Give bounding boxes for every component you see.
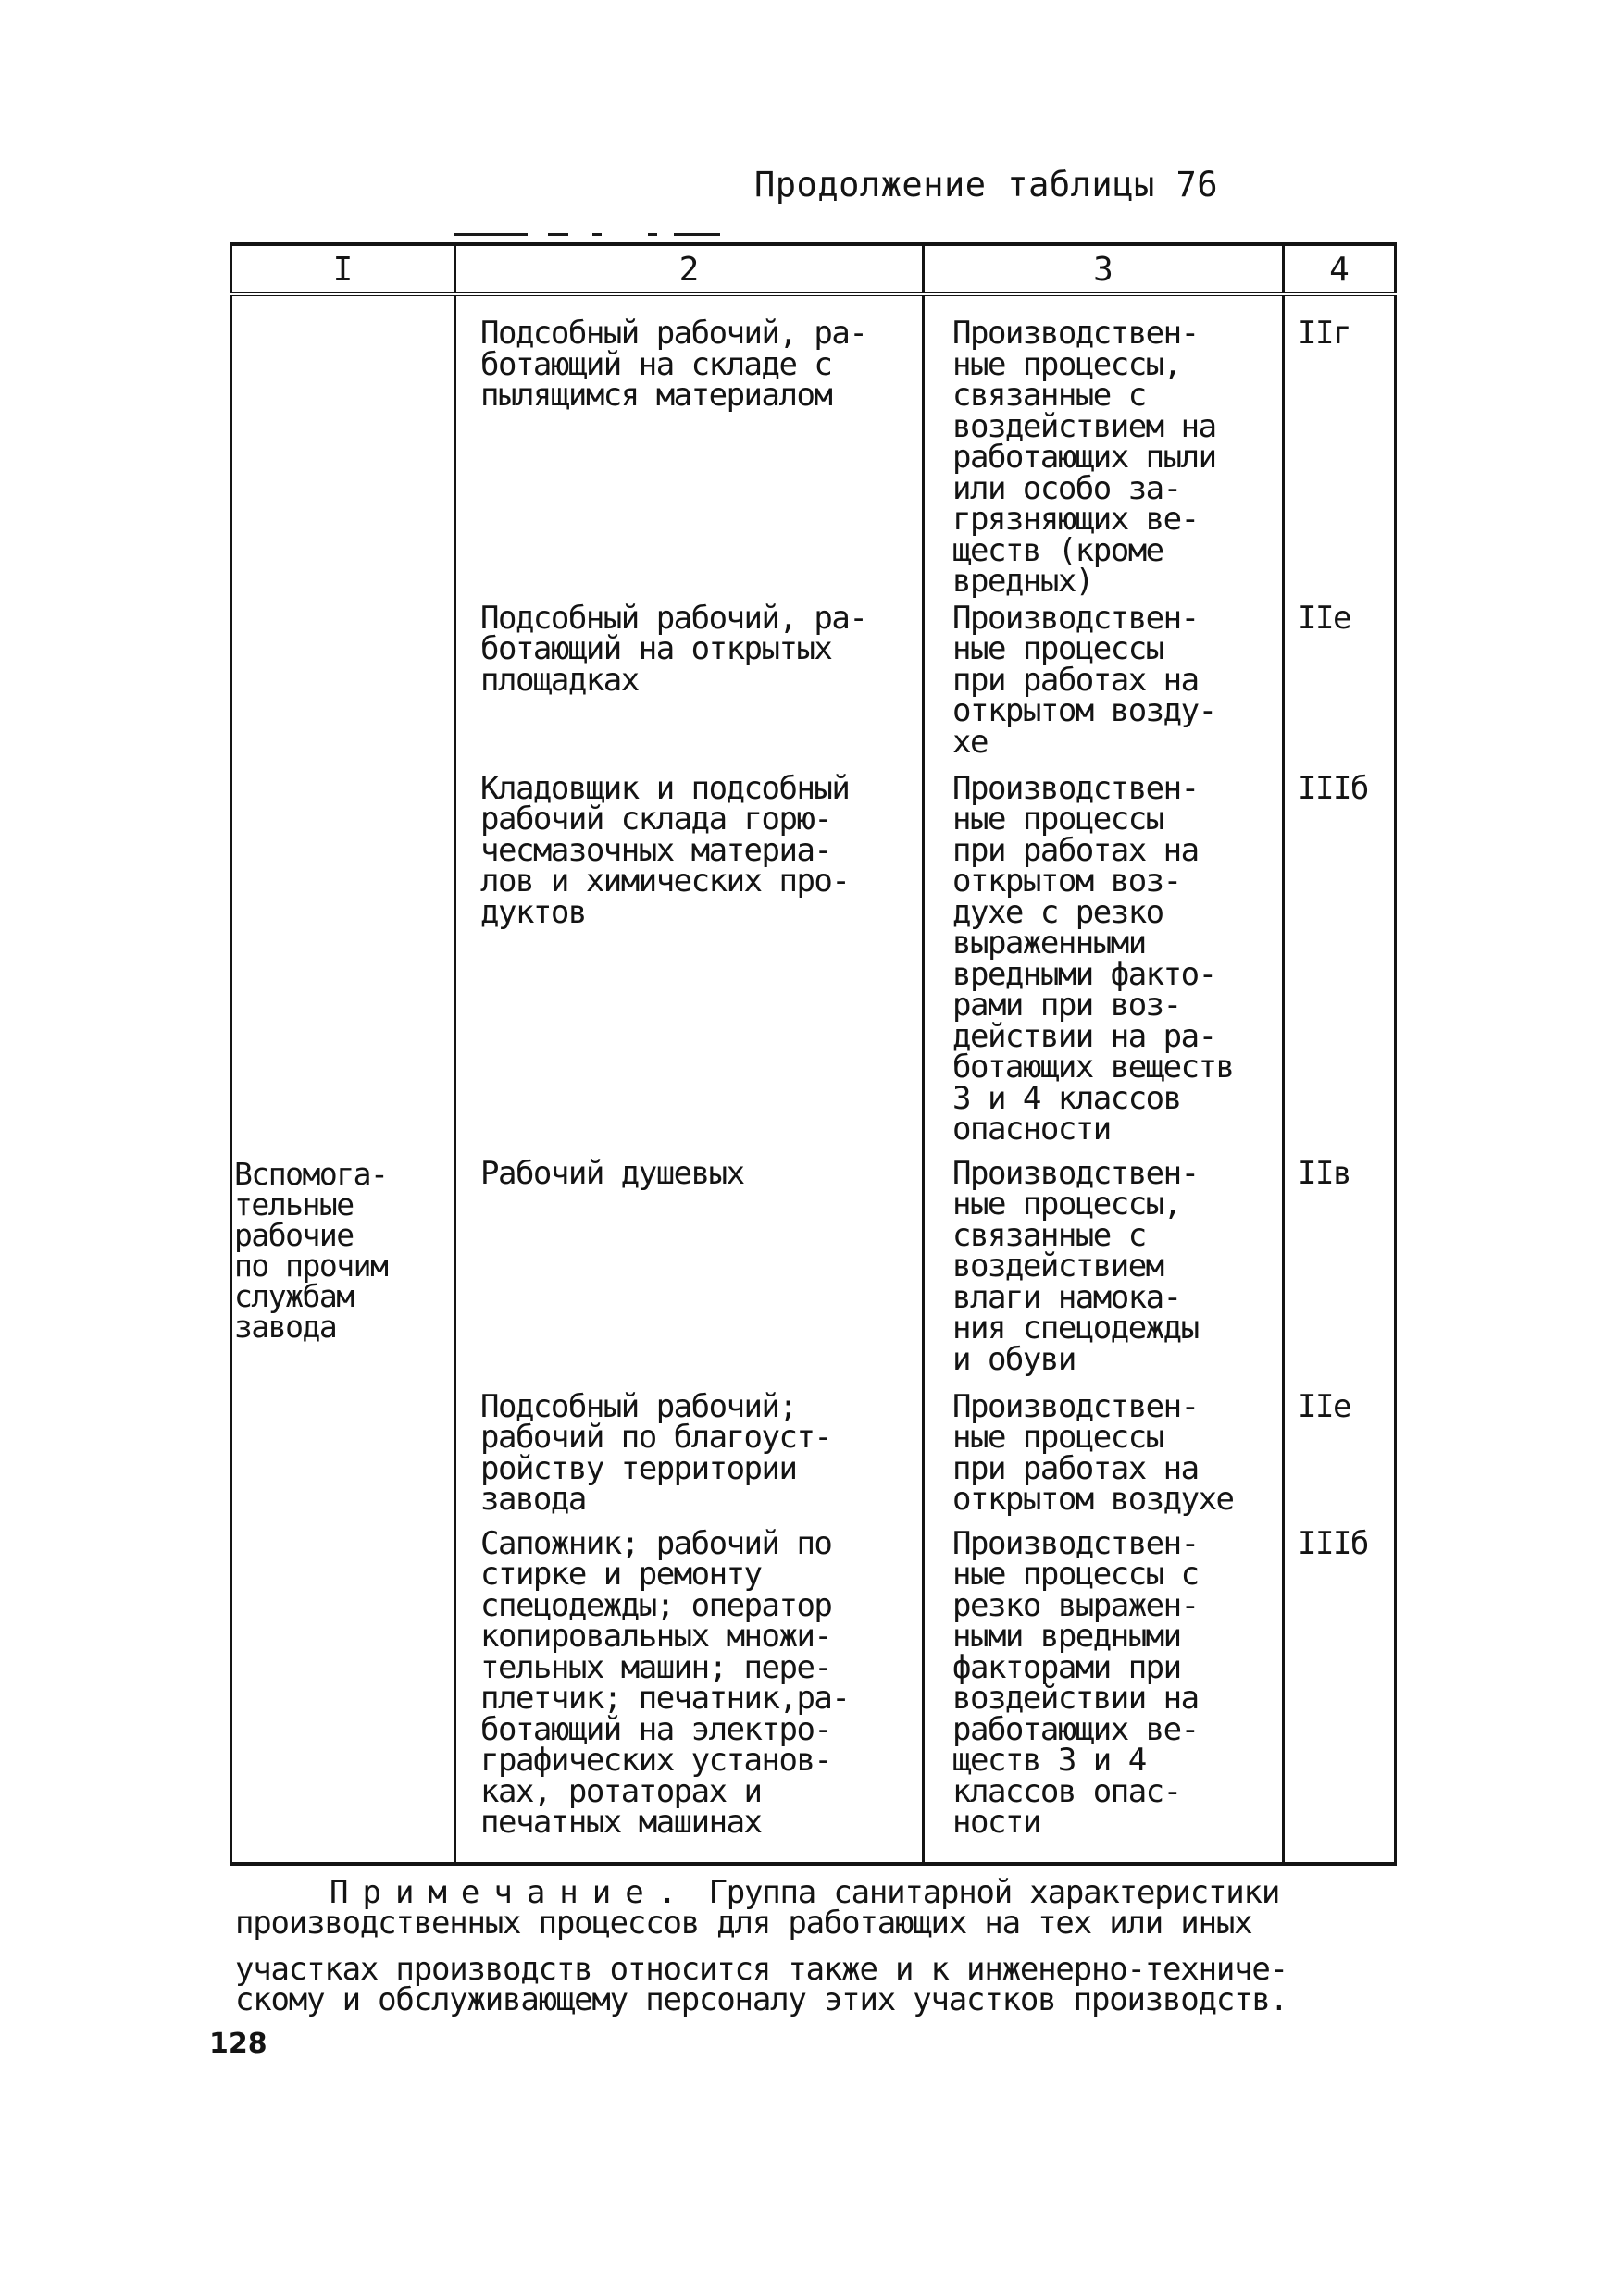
group-code-cell: IIIб — [1284, 770, 1396, 1155]
profession-cell: Подсобный рабочий, ра- ботающий на складе с пылящимся материалом — [455, 294, 924, 598]
table-footnote — [235, 1874, 1401, 2018]
note-text-line: производственных процессов для работающих на тех или иных — [235, 1905, 1252, 1942]
row-group-cell — [231, 1390, 455, 1529]
column-header-2: 2 — [455, 244, 924, 294]
decorative-rule — [648, 233, 657, 236]
table-row — [231, 770, 1396, 1155]
data-table — [230, 242, 1397, 1866]
note-text-line: участках производств относится также и к инженерно-техниче- — [235, 1951, 1287, 1988]
group-code-cell: IIе — [1284, 1390, 1396, 1529]
decorative-rule — [592, 233, 602, 236]
column-header-1: I — [231, 244, 455, 294]
page-number: 128 — [209, 2028, 267, 2060]
row-group-cell — [231, 1529, 455, 1864]
table-row — [231, 294, 1396, 598]
table-header-row — [231, 244, 1396, 294]
group-code-cell: IIIб — [1284, 1529, 1396, 1864]
column-header-4: 4 — [1284, 244, 1396, 294]
note-label: Примечание. — [330, 1874, 691, 1911]
group-code-cell: IIг — [1284, 294, 1396, 598]
process-cell: Производствен- ные процессы, связанные с воздействием на работающих пыли или особо за- грязняющих ве- ществ (кроме вредных) — [924, 294, 1284, 598]
decorative-rule — [674, 233, 720, 236]
row-group-cell: Вспомога- тельные рабочие по прочим службам завода — [231, 1155, 455, 1390]
profession-cell: Подсобный рабочий, ра- ботающий на открытых площадках — [455, 598, 924, 770]
row-group-cell — [231, 598, 455, 770]
note-text-line: Группа санитарной характеристики — [708, 1874, 1280, 1911]
process-cell: Производствен- ные процессы при работах на открытом возду- хе — [924, 598, 1284, 770]
group-code-cell: IIе — [1284, 598, 1396, 770]
note-text-line: скому и обслуживающему персоналу этих участков производств. — [235, 1981, 1287, 2018]
table-row — [231, 1155, 1396, 1390]
profession-cell: Кладовщик и подсобный рабочий склада горю- чесмазочных материа- лов и химических про- дуктов — [455, 770, 924, 1155]
table-row — [231, 1529, 1396, 1864]
process-cell: Производствен- ные процессы с резко выражен- ными вредными факторами при воздействии на работающих ве- ществ 3 и 4 классов опас- ности — [924, 1529, 1284, 1864]
process-cell: Производствен- ные процессы при работах на открытом воз- духе с резко выраженными вредными факто- рами при воз- действии на ра- ботающих веществ 3 и 4 классов опасности — [924, 770, 1284, 1155]
process-cell: Производствен- ные процессы при работах на открытом воздухе — [924, 1390, 1284, 1529]
profession-cell: Рабочий душевых — [455, 1155, 924, 1390]
decorative-rule — [454, 233, 528, 236]
table-row — [231, 598, 1396, 770]
row-group-cell — [231, 294, 455, 598]
decorative-rule — [548, 233, 568, 236]
group-code-cell: IIв — [1284, 1155, 1396, 1390]
column-header-3: 3 — [924, 244, 1284, 294]
table-continuation-title: Продолжение таблицы 76 — [754, 165, 1219, 205]
profession-cell: Сапожник; рабочий по стирке и ремонту спецодежды; оператор копировальных множи- тельных машин; пере- плетчик; печатник,ра- ботающий на электро- графических установ- ках, ротаторах и печатных машинах — [455, 1529, 924, 1864]
table-row — [231, 1390, 1396, 1529]
row-group-cell — [231, 770, 455, 1155]
process-cell: Производствен- ные процессы, связанные с воздействием влаги намока- ния спецодежды и обуви — [924, 1155, 1284, 1390]
profession-cell: Подсобный рабочий; рабочий по благоуст- ройству территории завода — [455, 1390, 924, 1529]
